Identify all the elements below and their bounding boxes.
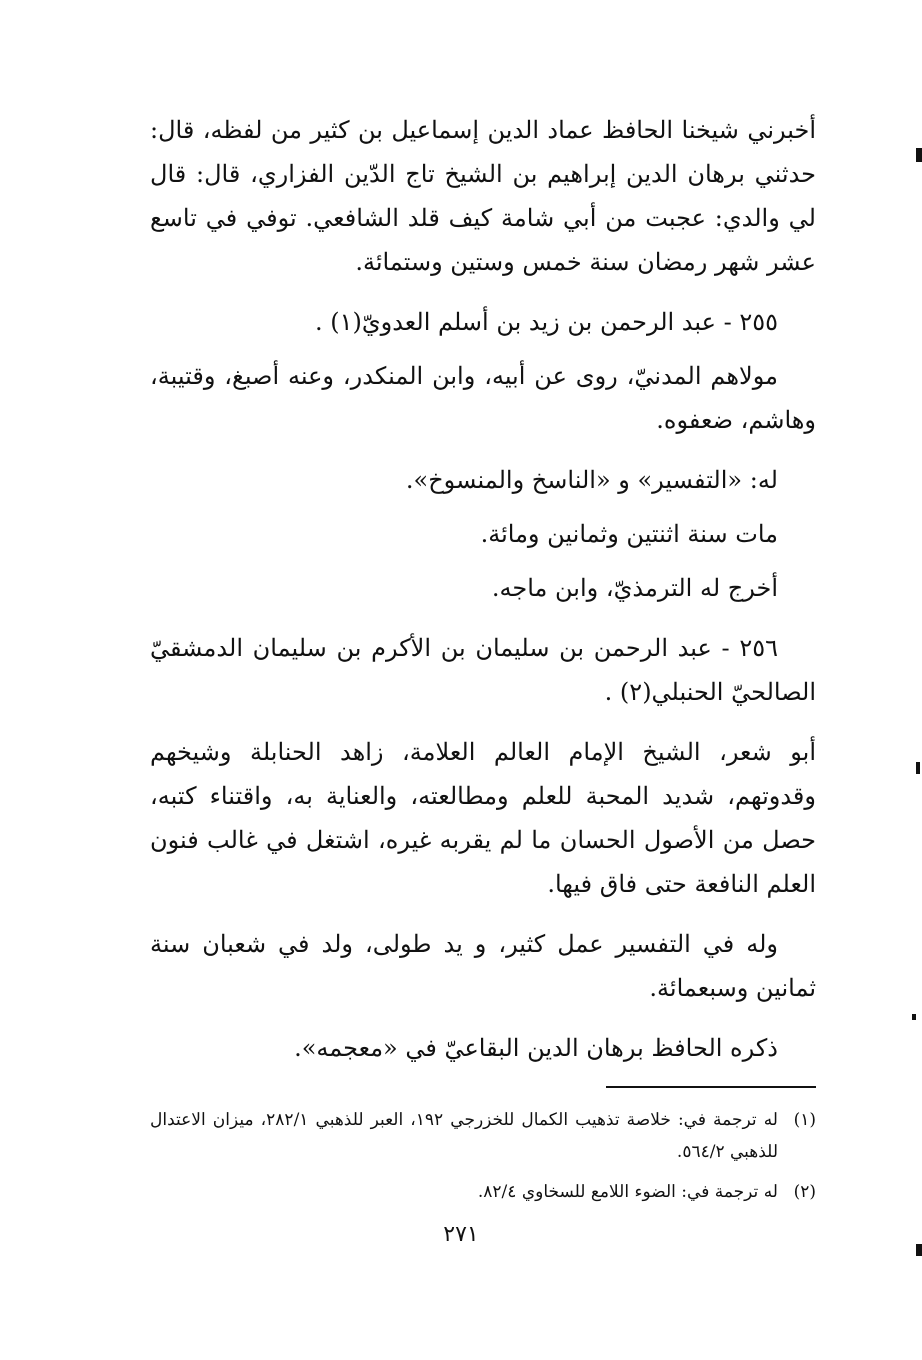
entry-255-works: له: «التفسير» و «الناسخ والمنسوخ».	[405, 466, 778, 494]
footnote-2-text: له ترجمة في: الضوء اللامع للسخاوي ٨٢/٤.	[477, 1182, 778, 1202]
entry-255-heading: ٢٥٥ - عبد الرحمن بن زيد بن أسلم العدويّ(١) .	[314, 308, 778, 336]
margin-mark	[912, 1014, 916, 1020]
entry-256-tafsir: وله في التفسير عمل كثير، و يد طولى، ولد في شعبان سنة ثمانين وسبعمائة.	[150, 930, 816, 1002]
paragraph-ibn-kathir-narration: أخبرني شيخنا الحافظ عماد الدين إسماعيل بن كثير من لفظه، قال: حدثني برهان الدين إبراهيم بن الشيخ تاج الدّين الفزاري، قال: قال لي والدي: عجبت من أبي شامة كيف قلد الشافعي. توفي في تاسع عشر شهر رمضان سنة خمس وستين وستمائة.	[150, 116, 816, 276]
page-number: ٢٧١	[443, 1222, 479, 1247]
page-body	[150, 108, 816, 1216]
footnote-divider	[606, 1086, 816, 1088]
entry-255-narrators: أخرج له الترمذيّ، وابن ماجه.	[491, 574, 778, 602]
margin-mark	[916, 148, 922, 162]
footnote-1	[150, 1104, 816, 1168]
entry-255-death: مات سنة اثنتين وثمانين ومائة.	[480, 520, 778, 548]
footnote-2-number: (٢)	[793, 1182, 816, 1202]
margin-mark	[916, 1244, 922, 1256]
footnote-2	[150, 1176, 816, 1208]
entry-256-bio: أبو شعر، الشيخ الإمام العالم العلامة، زاهد الحنابلة وشيخهم وقدوتهم، شديد المحبة للعلم ومطالعته، والعناية به، واقتناء كتبه، حصل من الأصول الحسان ما لم يقربه غيره، اشتغل في غالب فنون العلم النافعة حتى فاق فيها.	[150, 738, 816, 898]
entry-255-bio: مولاهم المدنيّ، روى عن أبيه، وابن المنكدر، وعنه أصبغ، وقتيبة، وهاشم، ضعفوه.	[150, 362, 816, 434]
footnote-1-text: له ترجمة في: خلاصة تذهيب الكمال للخزرجي ١٩٢، العبر للذهبي ٢٨٢/١، ميزان الاعتدال للذهبي ٥٦٤/٢.	[150, 1110, 778, 1162]
entry-256-heading: ٢٥٦ - عبد الرحمن بن سليمان بن الأكرم بن سليمان الدمشقيّ الصالحيّ الحنبلي(٢) .	[150, 634, 816, 706]
entry-256-mention: ذكره الحافظ برهان الدين البقاعيّ في «معجمه».	[294, 1034, 778, 1062]
footnote-1-number: (١)	[793, 1110, 816, 1130]
margin-mark	[916, 762, 920, 774]
